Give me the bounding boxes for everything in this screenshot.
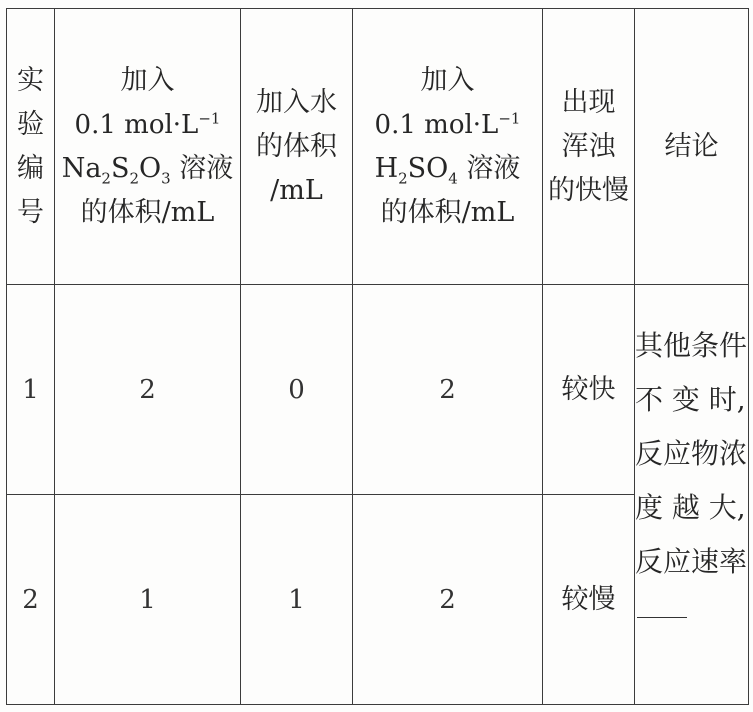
concentration-text: 0.1 mol·L (374, 109, 499, 140)
conclusion-line: 其他条件 (635, 329, 748, 362)
header-row (7, 9, 749, 285)
conclusion-cell (635, 285, 749, 705)
header-water-volume (241, 9, 353, 285)
header-na2s2o3-concentration (75, 103, 221, 147)
formula-subscript: 4 (448, 168, 458, 187)
formula-part: 溶液 (457, 152, 521, 184)
row1-speed: 较快 (543, 285, 635, 495)
header-turbidity-speed (543, 9, 635, 285)
formula-part: O (139, 152, 162, 184)
header-id-char: 号 (17, 196, 44, 228)
experiment-table (6, 8, 749, 705)
row2-na2s2o3: 1 (55, 495, 241, 705)
conclusion-line: 反应速率 (635, 545, 748, 578)
conclusion-line: 度 越 大, (635, 491, 746, 524)
table-row (7, 285, 749, 495)
header-water-line1: 加入水 (256, 86, 337, 118)
formula-part: 溶液 (170, 152, 234, 184)
formula-subscript: 2 (129, 168, 140, 187)
header-na2s2o3-volume (55, 9, 241, 285)
formula-subscript: 2 (101, 168, 111, 187)
header-turbidity-line3: 的快慢 (548, 174, 629, 206)
formula-part: H (374, 152, 399, 184)
header-id-char: 实 (17, 64, 44, 96)
concentration-exponent: −1 (498, 108, 521, 127)
header-h2so4-formula (375, 147, 521, 191)
row1-na2s2o3: 2 (55, 285, 241, 495)
conclusion-line: 不 变 时, (635, 383, 746, 416)
formula-part: SO (407, 152, 449, 184)
header-water-line3: /mL (270, 174, 323, 206)
row1-id: 1 (7, 285, 55, 495)
formula-part: Na (61, 152, 102, 184)
header-na2s2o3-line4: 的体积/mL (80, 196, 215, 228)
row2-h2so4: 2 (353, 495, 543, 705)
row1-water: 0 (241, 285, 353, 495)
answer-blank (637, 617, 687, 618)
header-turbidity-line2: 浑浊 (561, 130, 616, 162)
formula-subscript: 3 (161, 168, 171, 187)
concentration-exponent: −1 (198, 108, 221, 127)
concentration-text: 0.1 mol·L (74, 109, 199, 140)
header-na2s2o3-line1: 加入 (120, 64, 175, 96)
row2-speed: 较慢 (543, 495, 635, 705)
header-h2so4-concentration (375, 103, 521, 147)
row1-h2so4: 2 (353, 285, 543, 495)
header-turbidity-line1: 出现 (561, 86, 616, 118)
formula-subscript: 2 (398, 168, 408, 187)
header-h2so4-line1: 加入 (420, 64, 475, 96)
header-conclusion: 结论 (635, 9, 749, 285)
header-h2so4-volume (353, 9, 543, 285)
header-water-line2: 的体积 (256, 130, 337, 162)
formula-part: S (110, 152, 130, 184)
conclusion-line: 反应物浓 (635, 437, 748, 470)
header-h2so4-line4: 的体积/mL (380, 196, 515, 228)
header-id-char: 编 (17, 152, 44, 184)
header-experiment-id (7, 9, 55, 285)
header-na2s2o3-formula (62, 147, 234, 191)
header-id-char: 验 (17, 108, 44, 140)
row2-id: 2 (7, 495, 55, 705)
row2-water: 1 (241, 495, 353, 705)
